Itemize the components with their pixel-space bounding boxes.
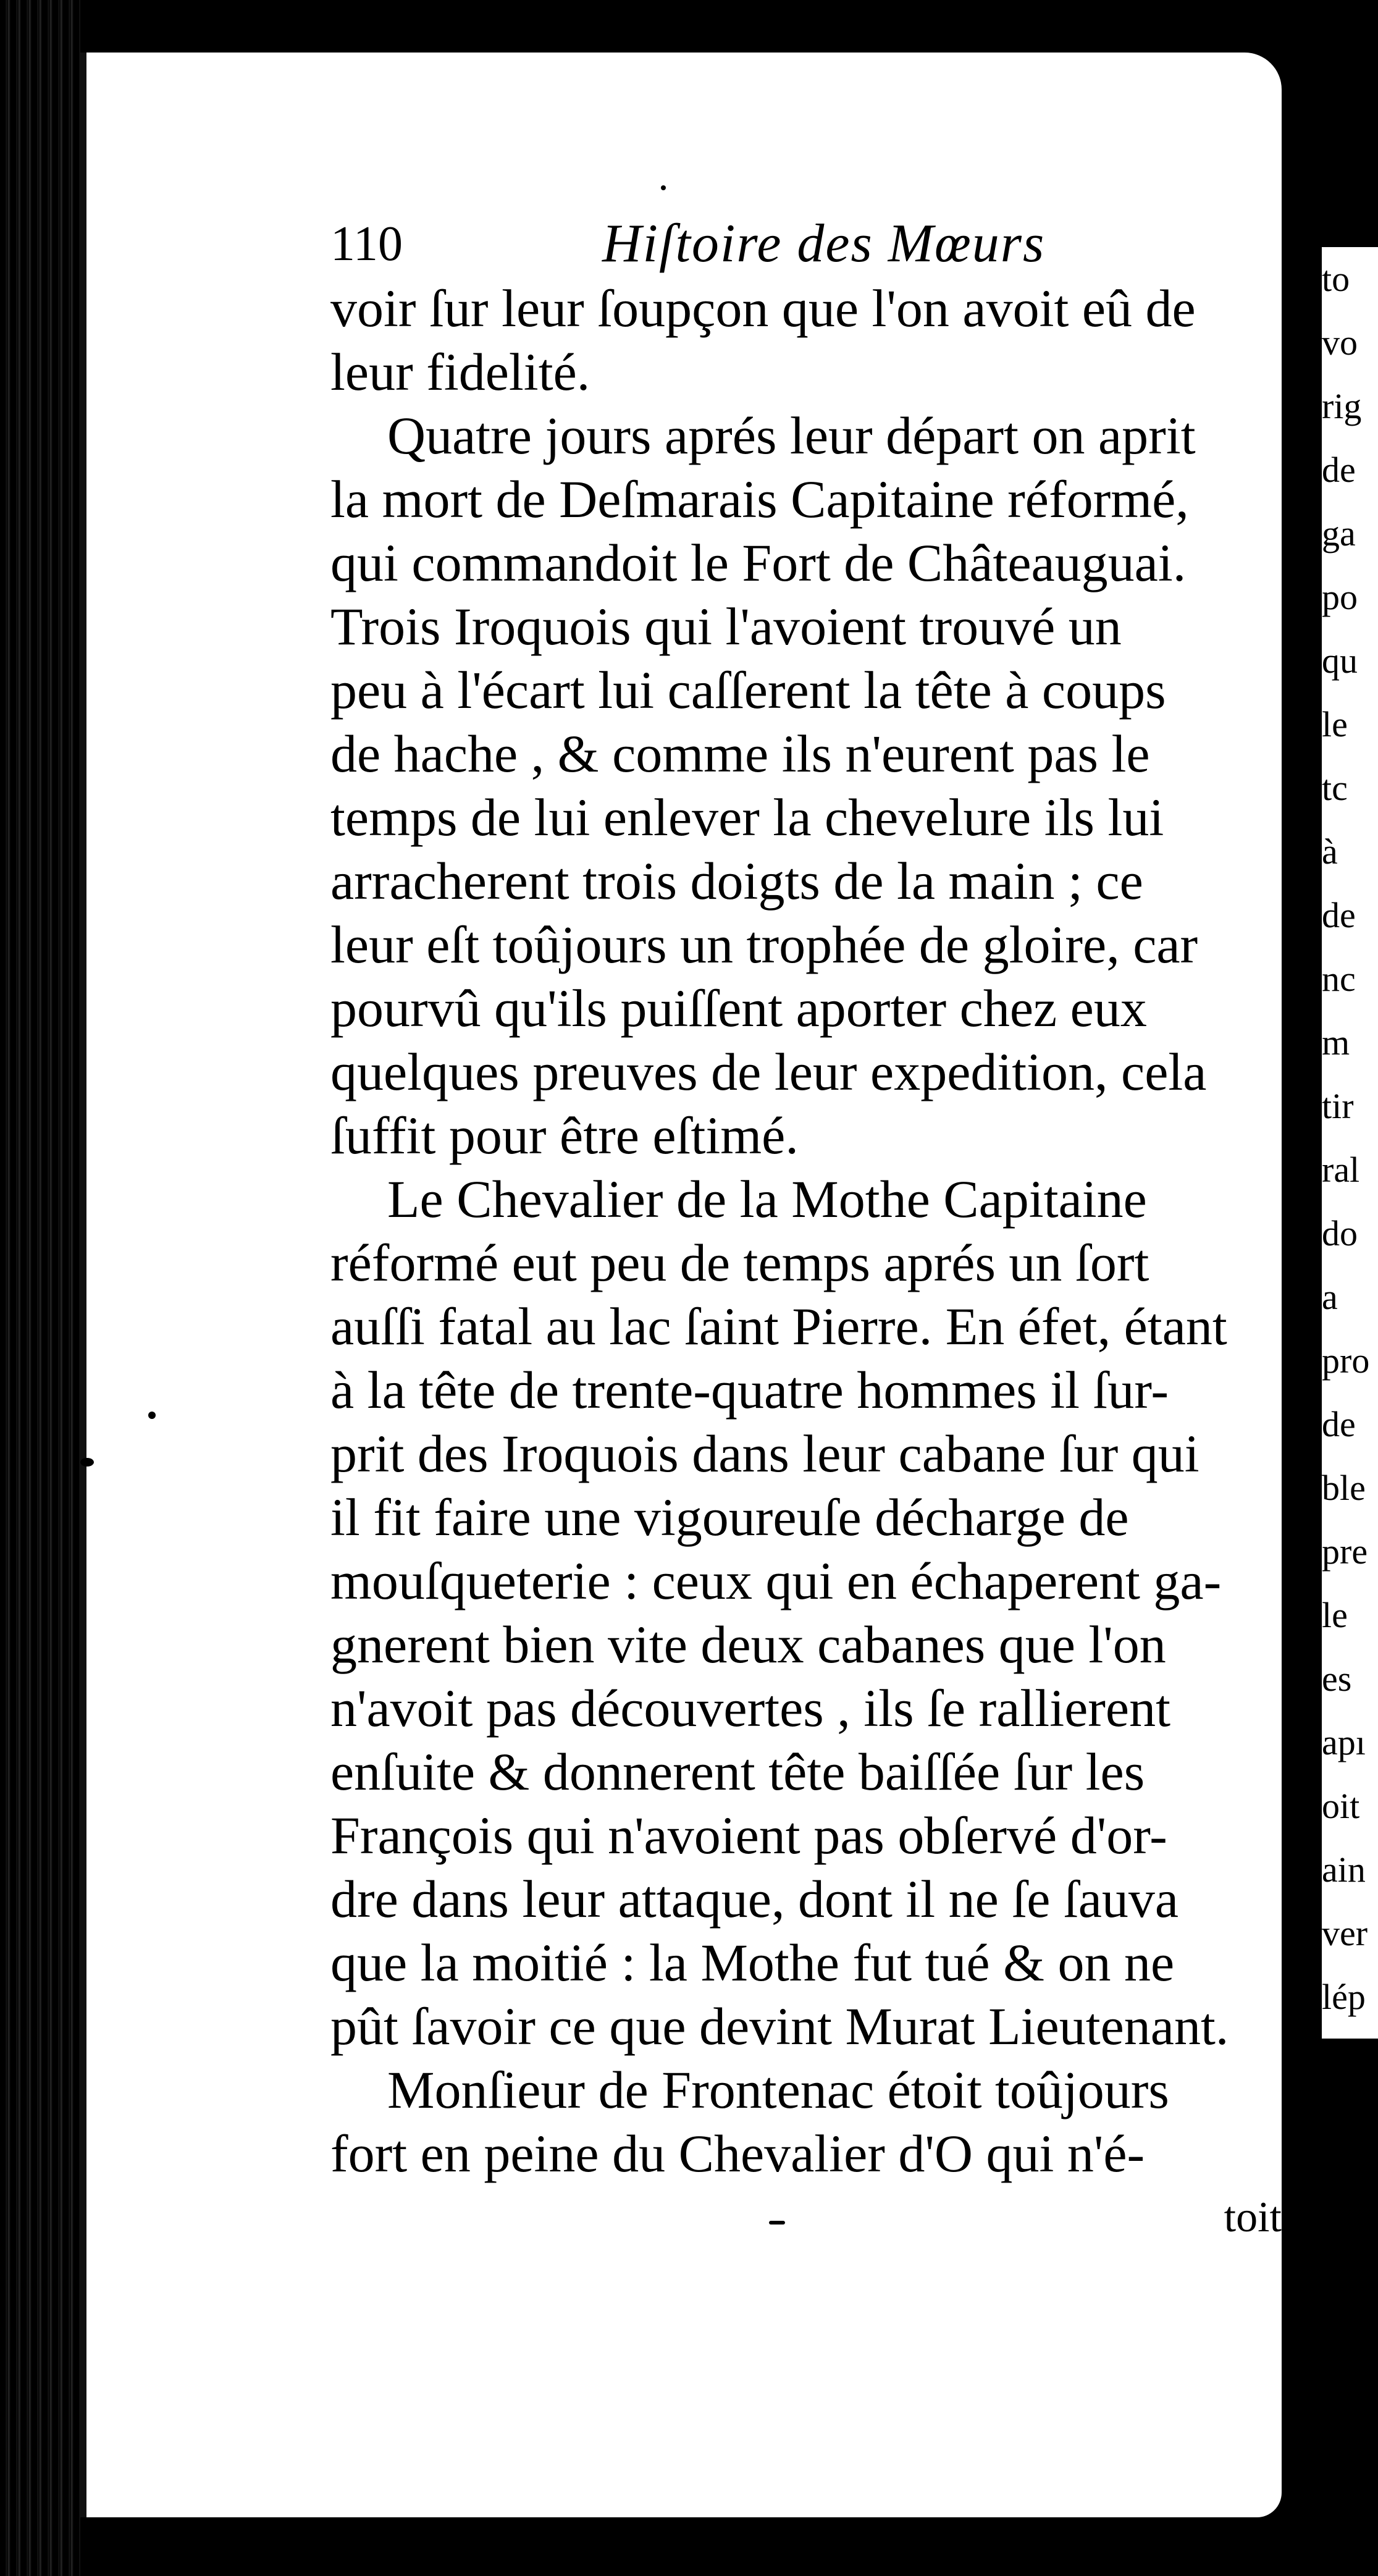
ink-speck [148, 1412, 156, 1419]
facing-page-fragment: de [1322, 450, 1356, 490]
facing-page-fragment: a [1322, 1277, 1338, 1317]
book-binding-edge [0, 0, 80, 2576]
catchword: toit [1224, 2194, 1282, 2241]
text-line: pourvû qu'ils puiſſent aporter chez eux [330, 979, 1147, 1038]
text-line: temps de lui enlever la chevelure ils lui [330, 788, 1164, 847]
text-line: n'avoit pas découvertes , ils ſe rallierent [330, 1678, 1170, 1738]
text-line: arracherent trois doigts de la main ; ce [330, 851, 1143, 911]
facing-page-fragment: qu [1322, 641, 1358, 681]
facing-page-fragment: po [1322, 577, 1358, 617]
text-line: quelques preuves de leur expedition, cela [330, 1042, 1207, 1101]
page-body-text [330, 277, 1282, 2249]
text-line: peu à l'écart lui caſſerent la tête à coups [330, 660, 1166, 720]
text-line: gnerent bien vite deux cabanes que l'on [330, 1615, 1166, 1674]
facing-page-fragment: ble [1322, 1468, 1366, 1508]
facing-page-fragment: de [1322, 895, 1356, 935]
text-line: réformé eut peu de temps aprés un ſort [330, 1233, 1149, 1292]
page-number: 110 [330, 217, 403, 271]
text-line: auſſi fatal au lac ſaint Pierre. En éfet, étant [330, 1297, 1227, 1356]
facing-page-fragment: ral [1322, 1150, 1360, 1190]
facing-page-fragment: rig [1322, 386, 1362, 426]
facing-page-fragment: to [1322, 259, 1350, 299]
facing-page-fragment: oit [1322, 1786, 1360, 1826]
paragraph-start-line: Quatre jours aprés leur départ on aprit [387, 406, 1196, 465]
text-line: mouſqueterie : ceux qui en échaperent ga- [330, 1551, 1222, 1610]
facing-page-fragment: m [1322, 1022, 1350, 1063]
ink-speck [80, 1458, 94, 1467]
text-line: de hache , & comme ils n'eurent pas le [330, 724, 1150, 783]
text-line: voir ſur leur ſoupçon que l'on avoit eû de [330, 279, 1196, 338]
paragraph-start-line: Le Chevalier de la Mothe Capitaine [387, 1169, 1147, 1229]
facing-page-fragment: ver [1322, 1913, 1368, 1953]
facing-page-fragment: pro [1322, 1341, 1370, 1381]
running-title: Hiſtoire des Mœurs [602, 214, 1046, 274]
text-line: qui commandoit le Fort de Châteauguai. [330, 533, 1187, 592]
text-line: à la tête de trente-quatre hommes il ſur- [330, 1360, 1169, 1420]
text-line: que la moitié : la Mothe fut tué & on ne [330, 1933, 1175, 1992]
facing-page-fragment: es [1322, 1659, 1352, 1699]
facing-page-fragment: à [1322, 831, 1338, 872]
facing-page-fragment: ga [1322, 513, 1356, 554]
text-line: François qui n'avoient pas obſervé d'or- [330, 1806, 1167, 1865]
text-line: pût ſavoir ce que devint Murat Lieutenant. [330, 1997, 1229, 2056]
running-head [330, 210, 1133, 278]
text-line: prit des Iroquois dans leur cabane ſur qui [330, 1424, 1199, 1483]
text-line: il fit faire une vigoureuſe décharge de [330, 1488, 1129, 1547]
ink-speck [661, 185, 666, 190]
facing-page-fragment: de [1322, 1404, 1356, 1444]
text-line: enſuite & donnerent tête baiſſée ſur les [330, 1742, 1145, 1801]
facing-page-fragment: ain [1322, 1850, 1366, 1890]
facing-page-fragment: lép [1322, 1977, 1366, 2017]
ink-speck [769, 2221, 785, 2225]
facing-page-fragment: tc [1322, 768, 1348, 808]
facing-page-fragment: C [1322, 2040, 1346, 2081]
text-line: la mort de Deſmarais Capitaine réformé, [330, 469, 1189, 529]
paragraph-start-line: Monſieur de Frontenac étoit toûjours [387, 2060, 1169, 2119]
facing-page-fragment: ue [1322, 2104, 1356, 2144]
facing-page-fragment: pre [1322, 1531, 1368, 1572]
facing-page-edge [1322, 247, 1378, 2144]
text-line: ſuffit pour être eſtimé. [330, 1106, 799, 1165]
text-line: leur fidelité. [330, 342, 590, 402]
text-line: dre dans leur attaque, dont il ne ſe ſauva [330, 1869, 1179, 1929]
facing-page-fragment: tir [1322, 1086, 1354, 1126]
facing-page-fragment: vo [1322, 322, 1358, 363]
text-line: leur eſt toûjours un trophée de gloire, car [330, 915, 1198, 974]
text-line: fort en peine du Chevalier d'O qui n'é- [330, 2124, 1145, 2183]
facing-page-fragment: do [1322, 1213, 1358, 1253]
facing-page-fragment: le [1322, 704, 1348, 744]
text-line: Trois Iroquois qui l'avoient trouvé un [330, 597, 1122, 656]
facing-page-fragment: nc [1322, 959, 1356, 999]
facing-page-fragment: le [1322, 1595, 1348, 1635]
facing-page-fragment: apı [1322, 1722, 1366, 1762]
